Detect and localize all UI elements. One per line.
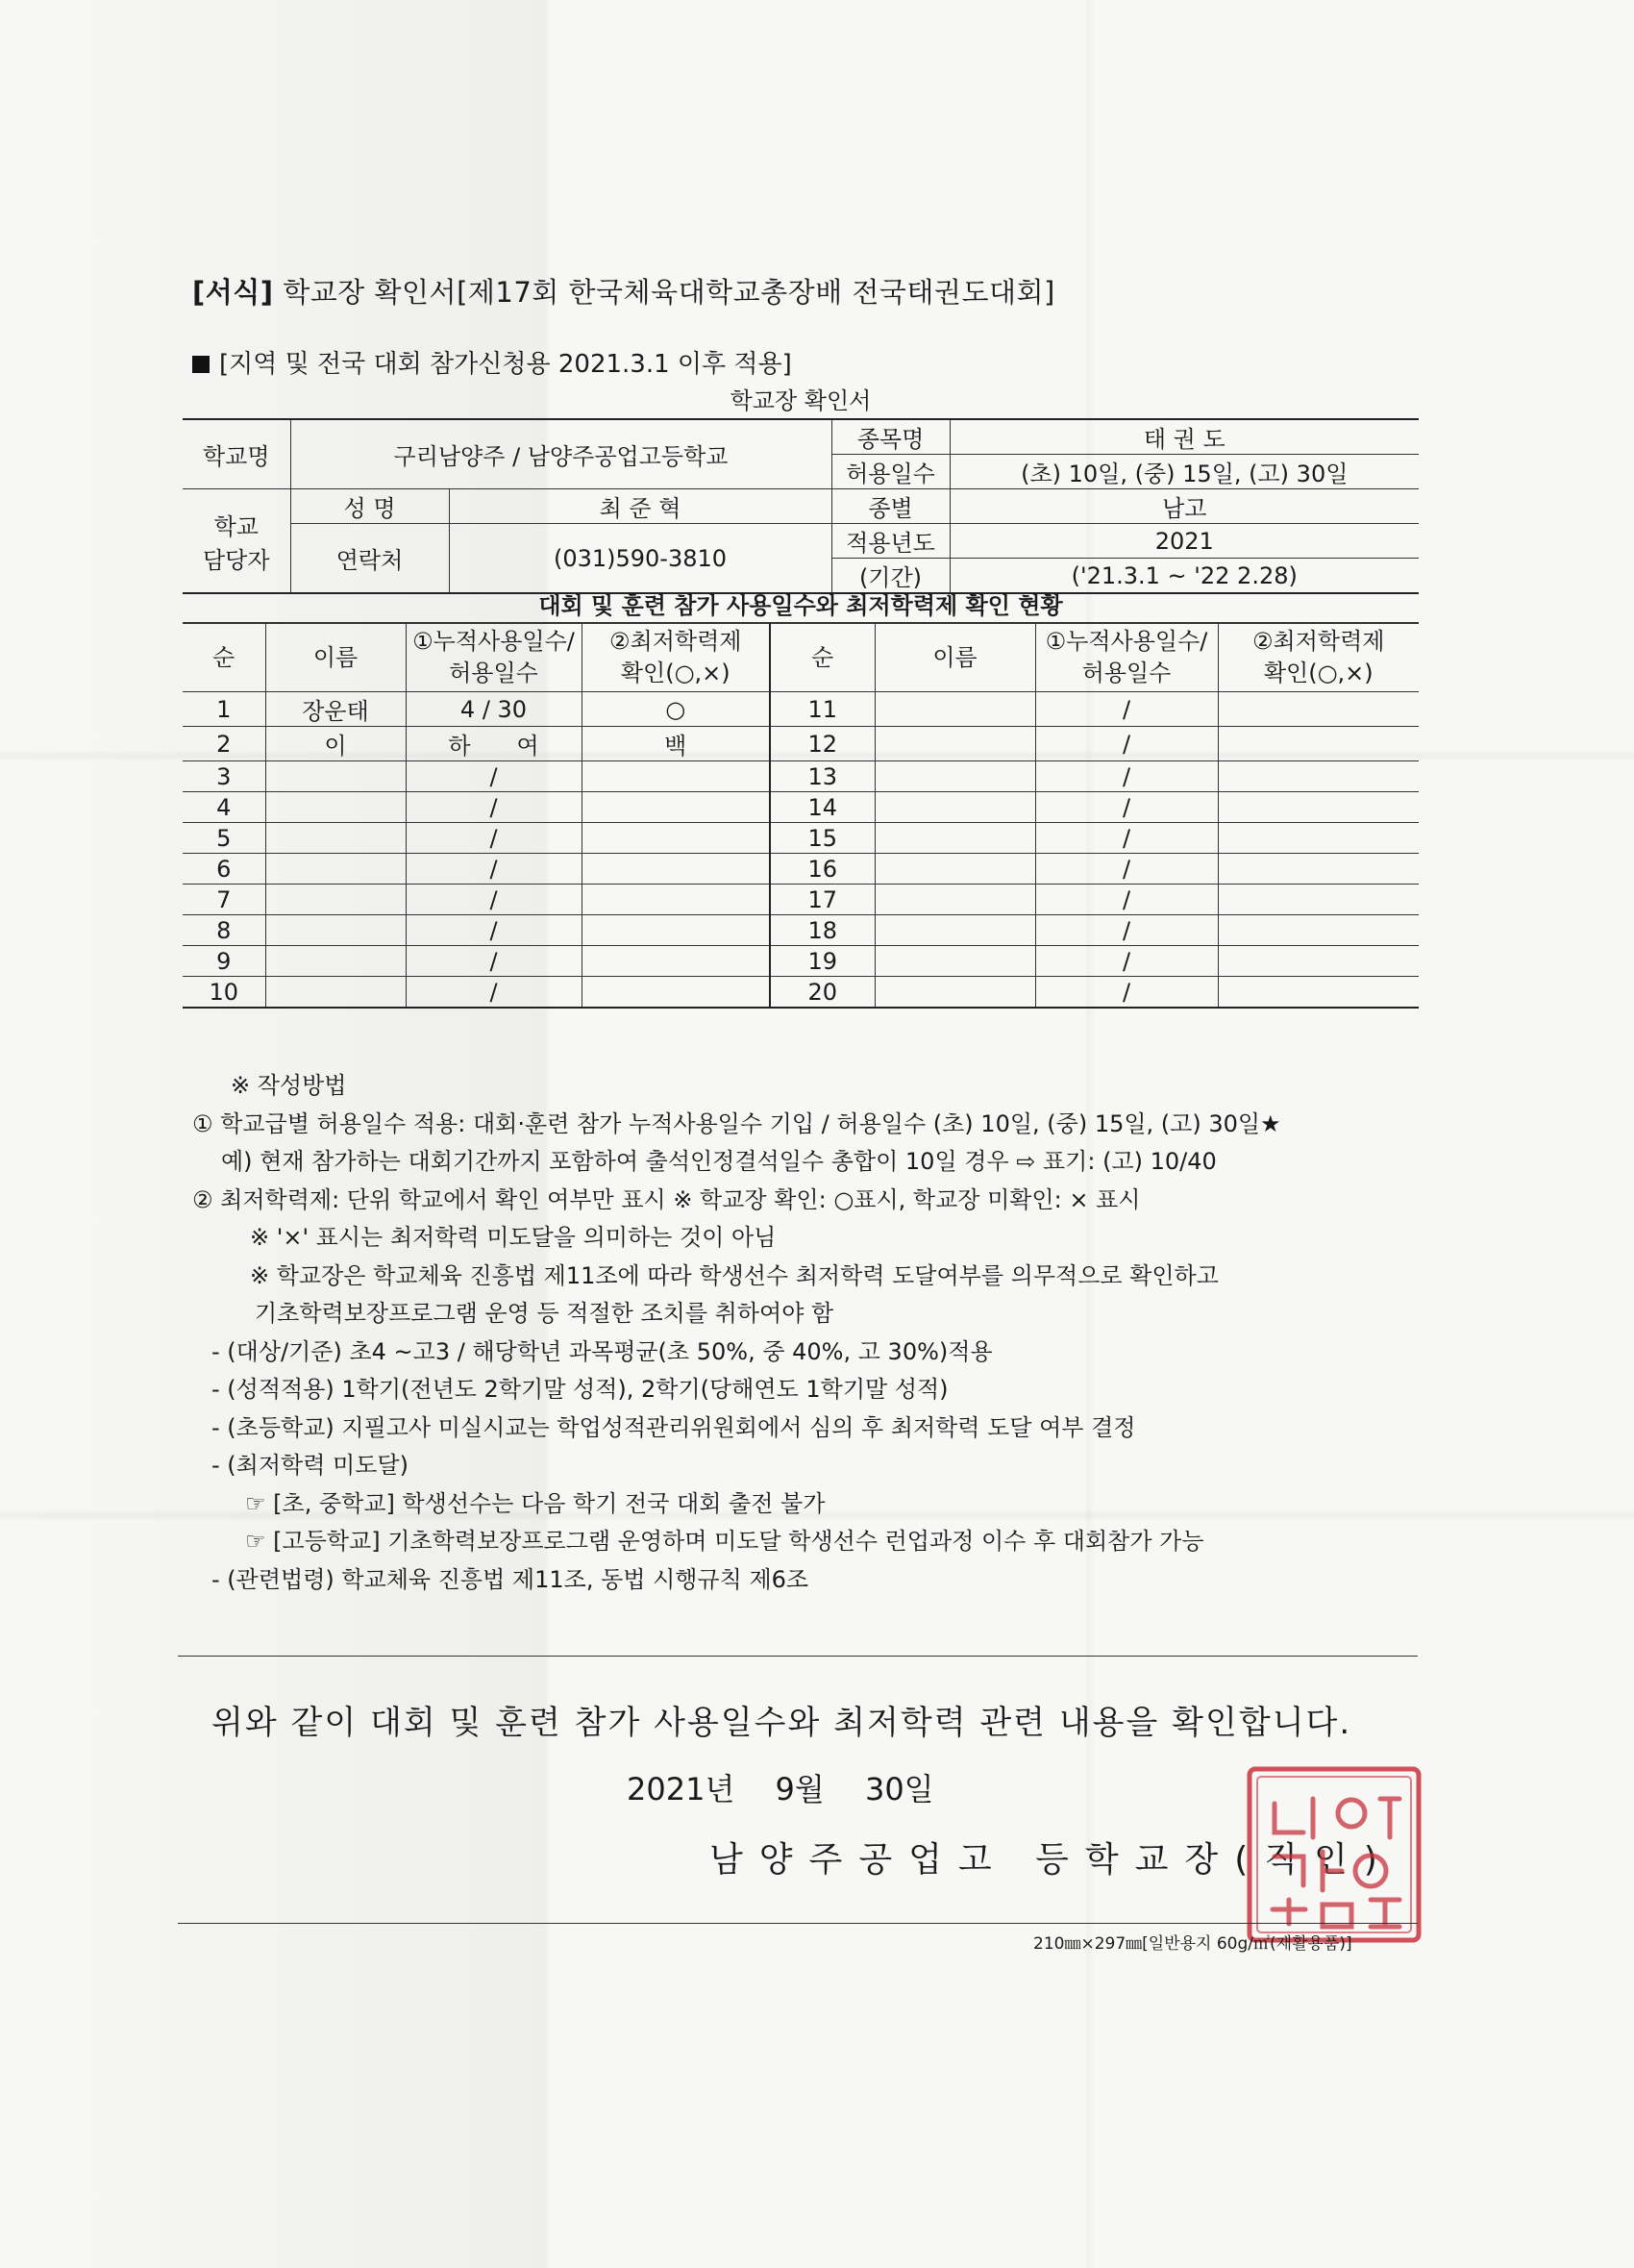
- note-line-11: ☞ [초, 중학교] 학생선수는 다음 학기 전국 대회 출전 불가: [245, 1489, 826, 1517]
- cell-check: [1218, 727, 1419, 761]
- cell-name: [875, 885, 1035, 915]
- note-line-9: - (초등학교) 지필고사 미실시교는 학업성적관리위원회에서 심의 후 최저학력 도달 여부 결정: [211, 1413, 1136, 1441]
- allowed-label: 허용일수: [831, 455, 950, 489]
- table-row: [183, 885, 1419, 915]
- cell-name: [875, 692, 1035, 727]
- contact-label: 연락처: [290, 524, 449, 594]
- col-days-line1: ①누적사용일수/: [412, 628, 575, 655]
- cell-no: 18: [770, 915, 875, 946]
- cell-days: /: [1035, 854, 1218, 885]
- cell-check: [1218, 692, 1419, 727]
- instructions: [192, 1067, 1432, 1599]
- cell-no: 7: [183, 885, 265, 915]
- note-line-3: ② 최저학력제: 단위 학교에서 확인 여부만 표시 ※ 학교장 확인: ○표시, 학교장 미확인: × 표시: [192, 1185, 1141, 1213]
- event-label: 종목명: [831, 419, 950, 455]
- col-check-line1: ②최저학력제: [609, 628, 742, 655]
- cell-name: 이: [265, 727, 406, 761]
- year-label-2: (기간): [831, 559, 950, 594]
- cell-name: [875, 823, 1035, 854]
- cell-name: [265, 854, 406, 885]
- cell-check: [1218, 915, 1419, 946]
- divider-bottom: [178, 1923, 1418, 1924]
- allowed-value: (초) 10일, (중) 15일, (고) 30일: [950, 455, 1419, 489]
- cell-check: [582, 761, 770, 792]
- title-text: 학교장 확인서[제17회 한국체육대학교총장배 전국태권도대회]: [283, 276, 1055, 309]
- issue-date: 2021년 9월 30일: [627, 1771, 934, 1807]
- usage-section-title: 대회 및 훈련 참가 사용일수와 최저학력제 확인 현황: [183, 590, 1419, 623]
- col-no: 순: [183, 624, 265, 692]
- cell-days: /: [406, 761, 582, 792]
- cell-days: /: [406, 885, 582, 915]
- table-row: [183, 946, 1419, 977]
- cell-no: 5: [183, 823, 265, 854]
- cell-days: /: [1035, 692, 1218, 727]
- black-square-icon: [192, 356, 210, 373]
- cell-no: 15: [770, 823, 875, 854]
- usage-table: [183, 623, 1419, 1009]
- note-line-8: - (성적적용) 1학기(전년도 2학기말 성적), 2학기(당해연도 1학기말 성적): [211, 1376, 949, 1403]
- cell-check: [1218, 885, 1419, 915]
- cell-check: [582, 946, 770, 977]
- cell-name: [265, 915, 406, 946]
- cell-no: 3: [183, 761, 265, 792]
- cell-check: [1218, 946, 1419, 977]
- cell-days: /: [1035, 761, 1218, 792]
- col-check-right-line1: ②최저학력제: [1252, 628, 1385, 655]
- usage-header-row: [183, 624, 1419, 692]
- cell-no: 4: [183, 792, 265, 823]
- cell-days: /: [406, 946, 582, 977]
- col-check: [582, 624, 770, 692]
- table-row: [183, 692, 1419, 727]
- cell-days: /: [1035, 946, 1218, 977]
- note-line-2: 예) 현재 참가하는 대회기간까지 포함하여 출석인정결석일수 총합이 10일 경우 ⇨ 표기: (고) 10/40: [221, 1148, 1217, 1175]
- cell-days: /: [1035, 792, 1218, 823]
- cell-no: 10: [183, 977, 265, 1009]
- note-line-7: - (대상/기준) 초4 ~고3 / 해당학년 과목평균(초 50%, 중 40%, 고 30%)적용: [211, 1337, 993, 1365]
- note-line-1: ① 학교급별 허용일수 적용: 대회·훈련 참가 누적사용일수 기입 / 허용일수 (초) 10일, (중) 15일, (고) 30일★: [192, 1109, 1281, 1137]
- cell-check: [582, 977, 770, 1009]
- col-check-right: [1218, 624, 1419, 692]
- cell-name: [265, 761, 406, 792]
- note-line-13: - (관련법령) 학교체육 진흥법 제11조, 동법 시행규칙 제6조: [211, 1565, 809, 1593]
- col-name: 이름: [265, 624, 406, 692]
- cell-no: 9: [183, 946, 265, 977]
- cell-days: /: [1035, 977, 1218, 1009]
- manager-label: [183, 489, 290, 594]
- cell-name: [265, 946, 406, 977]
- cell-no: 6: [183, 854, 265, 885]
- table-row: [183, 915, 1419, 946]
- cell-days: /: [1035, 915, 1218, 946]
- cell-name: [265, 977, 406, 1009]
- category-value: 남고: [950, 489, 1419, 524]
- cell-check: [1218, 792, 1419, 823]
- name-label: 성 명: [290, 489, 449, 524]
- table-row: [183, 854, 1419, 885]
- cell-no: 11: [770, 692, 875, 727]
- cell-name: [875, 727, 1035, 761]
- table-row: [183, 761, 1419, 792]
- subtitle-text: [지역 및 전국 대회 참가신청용 2021.3.1 이후 적용]: [219, 350, 792, 379]
- name-value: 최 준 혁: [449, 489, 831, 524]
- category-label: 종별: [831, 489, 950, 524]
- divider-top: [178, 1656, 1418, 1657]
- cell-no: 12: [770, 727, 875, 761]
- cell-no: 19: [770, 946, 875, 977]
- cell-name: [265, 823, 406, 854]
- cell-check: 백: [582, 727, 770, 761]
- cell-name: [265, 885, 406, 915]
- cell-days: /: [1035, 885, 1218, 915]
- cell-check: [582, 854, 770, 885]
- notes-heading: ※ 작성방법: [231, 1072, 347, 1099]
- cell-name: [875, 946, 1035, 977]
- paper-spec: 210㎜×297㎜[일반용지 60g/㎡(재활용품)]: [1033, 1934, 1352, 1954]
- manager-label-line1: 학교: [213, 512, 259, 540]
- col-days-right: [1035, 624, 1218, 692]
- table-row: [183, 977, 1419, 1009]
- col-name-right: 이름: [875, 624, 1035, 692]
- cell-days: 하 여: [406, 727, 582, 761]
- cell-days: /: [406, 792, 582, 823]
- col-no-right: 순: [770, 624, 875, 692]
- cell-days: /: [406, 823, 582, 854]
- note-line-5: ※ 학교장은 학교체육 진흥법 제11조에 따라 학생선수 최저학력 도달여부를 의무적으로 확인하고: [250, 1261, 1219, 1289]
- cell-check: [582, 823, 770, 854]
- cell-name: [265, 792, 406, 823]
- cell-name: [875, 977, 1035, 1009]
- cell-check: ○: [582, 692, 770, 727]
- subtitle: [192, 344, 792, 380]
- cell-name: [875, 854, 1035, 885]
- cell-days: /: [1035, 727, 1218, 761]
- contact-value: (031)590-3810: [449, 524, 831, 594]
- col-days-right-line2: 허용일수: [1081, 660, 1172, 686]
- table-row: [183, 823, 1419, 854]
- school-info-table: [183, 418, 1419, 594]
- note-line-12: ☞ [고등학교] 기초학력보장프로그램 운영하며 미도달 학생선수 런업과정 이수 후 대회참가 가능: [245, 1528, 1204, 1555]
- cell-no: 17: [770, 885, 875, 915]
- cell-check: [1218, 823, 1419, 854]
- year-value: 2021: [950, 524, 1419, 559]
- cell-check: [1218, 977, 1419, 1009]
- cell-no: 2: [183, 727, 265, 761]
- cell-no: 13: [770, 761, 875, 792]
- table-row: [183, 792, 1419, 823]
- cell-name: [875, 761, 1035, 792]
- table-row: [183, 727, 1419, 761]
- cell-no: 16: [770, 854, 875, 885]
- cell-check: [582, 915, 770, 946]
- cell-no: 14: [770, 792, 875, 823]
- cell-check: [1218, 854, 1419, 885]
- col-days-right-line1: ①누적사용일수/: [1045, 628, 1208, 655]
- cell-days: 4 / 30: [406, 692, 582, 727]
- cell-name: 장운태: [265, 692, 406, 727]
- col-days: [406, 624, 582, 692]
- cell-no: 20: [770, 977, 875, 1009]
- official-seal-icon: [1246, 1765, 1423, 1944]
- col-days-line2: 허용일수: [449, 660, 538, 686]
- manager-label-line2: 담당자: [202, 546, 270, 574]
- cell-check: [582, 885, 770, 915]
- note-line-4: ※ '×' 표시는 최저학력 미도달을 의미하는 것이 아님: [250, 1224, 777, 1251]
- event-value: 태 권 도: [950, 419, 1419, 455]
- cell-name: [875, 915, 1035, 946]
- cell-check: [582, 792, 770, 823]
- col-check-right-line2: 확인(○,×): [1263, 660, 1374, 686]
- cell-days: /: [406, 854, 582, 885]
- col-check-line2: 확인(○,×): [620, 660, 730, 686]
- cell-no: 8: [183, 915, 265, 946]
- note-line-10: - (최저학력 미도달): [211, 1452, 408, 1479]
- school-value: 구리남양주 / 남양주공업고등학교: [290, 419, 831, 489]
- principal-signature-line: 남양주공업고 등학교장(직인): [709, 1840, 1394, 1880]
- note-line-6: 기초학력보장프로그램 운영 등 적절한 조치를 취하여야 함: [255, 1300, 834, 1327]
- cell-days: /: [406, 915, 582, 946]
- cell-days: /: [406, 977, 582, 1009]
- table-caption: 학교장 확인서: [730, 387, 872, 414]
- cell-no: 1: [183, 692, 265, 727]
- form-tag: [서식]: [192, 276, 274, 309]
- cell-days: /: [1035, 823, 1218, 854]
- document-title: [192, 271, 1055, 311]
- period-value: ('21.3.1 ~ '22 2.28): [950, 559, 1419, 594]
- confirmation-statement: 위와 같이 대회 및 훈련 참가 사용일수와 최저학력 관련 내용을 확인합니다.: [211, 1704, 1352, 1742]
- cell-check: [1218, 761, 1419, 792]
- year-label-1: 적용년도: [831, 524, 950, 559]
- school-label: 학교명: [183, 419, 290, 489]
- cell-name: [875, 792, 1035, 823]
